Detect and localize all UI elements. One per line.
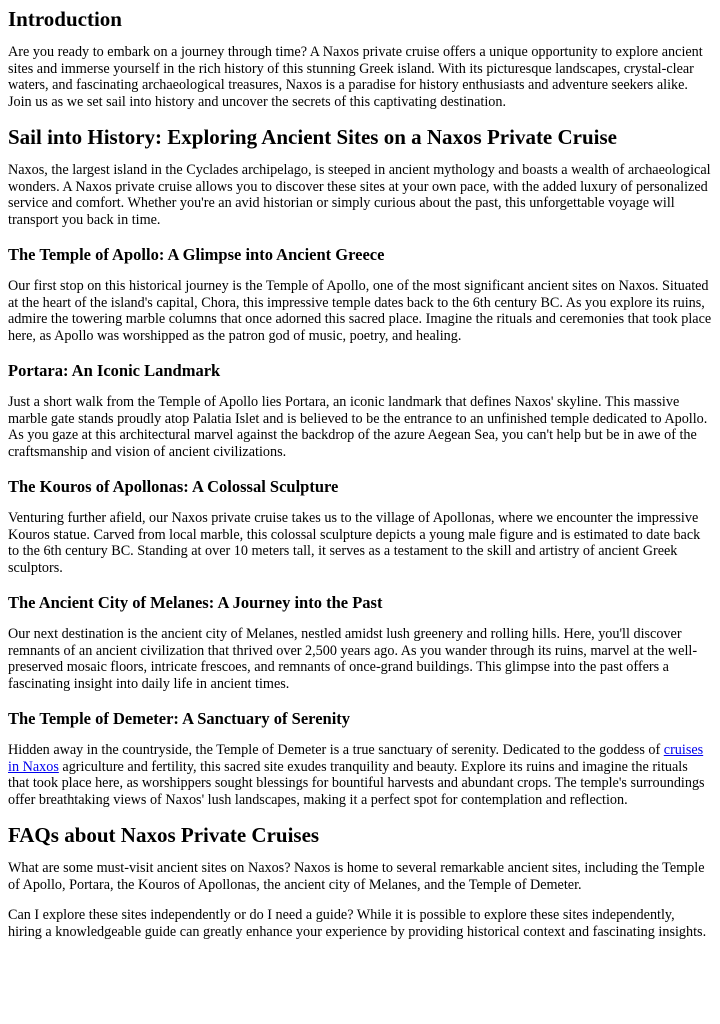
article — [0, 6, 720, 940]
temple-of-apollo-heading: The Temple of Apollo: A Glimpse into Ancient Greece — [8, 245, 385, 264]
demeter-paragraph — [8, 742, 712, 808]
faq-item: Can I explore these sites independently or do I need a guide? While it is possible to explore these sites independently, hiring a knowledgeable guide can greatly enhance your experience by providing historical context and fascinating insights. — [8, 907, 707, 940]
faqs-heading: FAQs about Naxos Private Cruises — [8, 823, 320, 847]
cruises-in-naxos-link[interactable]: cruises in Naxos — [8, 742, 704, 775]
demeter-text-after: agriculture and fertility, this sacred site exudes tranquility and beauty. Explore its ruins and imagine the rituals that took place here, as worshippers sought blessings for bountiful harvests and abundant crops. The temple's surroundings offer breathtaking views of Naxos' lush landscapes, making it a perfect spot for contemplation and reflection. — [8, 758, 705, 808]
demeter-text-before: Hidden away in the countryside, the Temple of Demeter is a true sanctuary of serenity. Dedicated to the goddess of — [8, 742, 664, 758]
kouros-paragraph: Venturing further afield, our Naxos private cruise takes us to the village of Apollonas, where we encounter the impressive Kouros statue. Carved from local marble, this colossal sculpture depicts a young male figure and is estimated to date back to the 6th century BC. Standing at over 10 meters tall, it serves as a testament to the skill and artistry of ancient Greek sculptors. — [8, 510, 701, 576]
main-paragraph: Naxos, the largest island in the Cyclades archipelago, is steeped in ancient mythology and boasts a wealth of archaeological wonders. A Naxos private cruise allows you to discover these sites at your own pace, with the added luxury of personalized service and comfort. Whether you're an avid historian or simply curious about the past, this unforgettable voyage will transport you back in time. — [8, 162, 711, 228]
intro-heading: Introduction — [8, 7, 122, 31]
demeter-heading: The Temple of Demeter: A Sanctuary of Serenity — [8, 709, 351, 728]
melanes-heading: The Ancient City of Melanes: A Journey into the Past — [8, 593, 383, 612]
kouros-heading: The Kouros of Apollonas: A Colossal Sculpture — [8, 477, 339, 496]
faq-item: What are some must-visit ancient sites on Naxos? Naxos is home to several remarkable ancient sites, including the Temple of Apollo, Portara, the Kouros of Apollonas, the ancient city of Melanes, and the Temple of Demeter. — [8, 860, 705, 893]
temple-of-apollo-paragraph: Our first stop on this historical journey is the Temple of Apollo, one of the most significant ancient sites on Naxos. Situated at the heart of the island's capital, Chora, this impressive temple dates back to the 6th century BC. As you explore its ruins, admire the towering marble columns that once adorned this sacred place. Imagine the rituals and ceremonies that took place here, as Apollo was worshipped as the patron god of music, poetry, and healing. — [8, 278, 712, 344]
intro-paragraph: Are you ready to embark on a journey through time? A Naxos private cruise offers a unique opportunity to explore ancient sites and immerse yourself in the rich history of this stunning Greek island. With its picturesque landscapes, crystal-clear waters, and fascinating archaeological treasures, Naxos is a paradise for history enthusiasts and adventure seekers alike. Join us as we set sail into history and uncover the secrets of this captivating destination. — [8, 44, 703, 110]
portara-paragraph: Just a short walk from the Temple of Apollo lies Portara, an iconic landmark that defines Naxos' skyline. This massive marble gate stands proudly atop Palatia Islet and is believed to be the entrance to an unfinished temple dedicated to Apollo. As you gaze at this architectural marvel against the backdrop of the azure Aegean Sea, you can't help but be in awe of the craftsmanship and vision of ancient civilizations. — [8, 394, 708, 460]
main-heading: Sail into History: Exploring Ancient Sites on a Naxos Private Cruise — [8, 125, 617, 149]
portara-heading: Portara: An Iconic Landmark — [8, 361, 221, 380]
melanes-paragraph: Our next destination is the ancient city of Melanes, nestled amidst lush greenery and rolling hills. Here, you'll discover remnants of an ancient civilization that thrived over 2,500 years ago. As you wander through its ruins, marvel at the well-preserved mosaic floors, intricate frescoes, and remnants of once-grand buildings. This glimpse into the past offers a fascinating insight into daily life in ancient times. — [8, 626, 698, 692]
